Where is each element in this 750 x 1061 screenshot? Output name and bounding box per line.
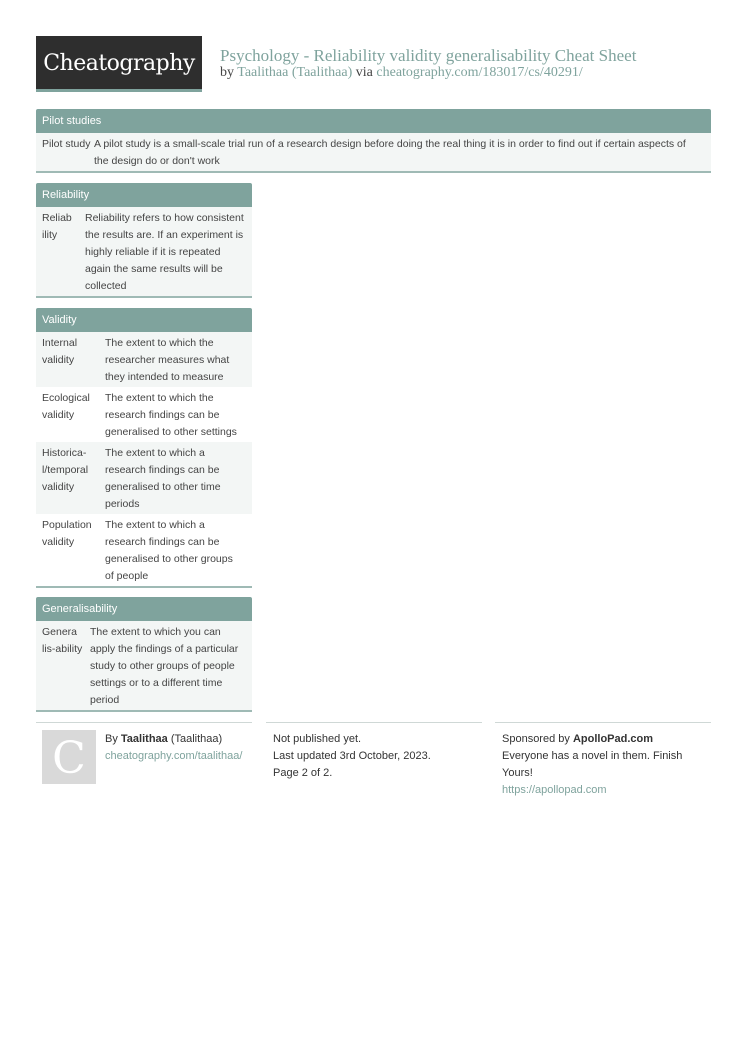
section-heading: Pilot studies: [36, 109, 711, 133]
section-reliability: [36, 183, 252, 298]
footer-author-name[interactable]: Taalithaa: [120, 733, 168, 745]
row-term: Pilot study: [42, 138, 91, 150]
section-heading: Reliability: [36, 183, 252, 207]
row-definition: The extent to which the research findings can be generalised to other settings: [105, 392, 237, 438]
table-row: [36, 207, 252, 296]
footer-divider: [36, 722, 252, 723]
row-term: Historica-l/temporal validity: [42, 447, 89, 493]
footer-sponsor-tagline: Everyone has a novel in them. Finish Yours!: [502, 750, 683, 779]
row-term: Genera lis-ability: [42, 626, 83, 655]
footer-sponsor-url[interactable]: https://apollopad.com: [502, 784, 607, 796]
footer-by: By: [105, 733, 118, 745]
row-term: Population validity: [42, 519, 92, 548]
footer-author-url[interactable]: cheatography.com/taalithaa/: [105, 750, 243, 762]
footer-sponsor-line: [502, 731, 691, 748]
cheatography-logo[interactable]: [36, 36, 202, 92]
byline-via: via: [355, 65, 373, 80]
section-heading: Validity: [36, 308, 252, 332]
table-row: [36, 514, 252, 586]
footer-published: Not published yet.: [273, 733, 362, 745]
table-row: [36, 387, 252, 442]
section-pilot-studies: [36, 109, 711, 173]
footer-sponsor-name[interactable]: ApolloPad.com: [572, 733, 654, 745]
footer-author: [36, 722, 252, 765]
row-definition: Reliability refers to how consistent the results are. If an experiment is highly reliable if it is repeated again the same results will be collected: [85, 212, 244, 292]
row-term: Reliab ility: [42, 212, 72, 241]
footer-page: Page 2 of 2.: [273, 767, 333, 779]
author-link[interactable]: Taalithaa (Taalithaa): [237, 65, 353, 80]
table-row: [36, 332, 252, 387]
footer-divider: [495, 722, 711, 723]
row-definition: The extent to which the researcher measures what they intended to measure: [105, 337, 230, 383]
logo-text: Cheatography: [43, 51, 195, 76]
row-definition: The extent to which a research findings can be generalised to other time periods: [105, 447, 221, 510]
section-generalisability: [36, 597, 252, 712]
footer-sponsor: [495, 722, 711, 799]
footer-author-line: [105, 731, 252, 748]
footer-author-handle: (Taalithaa): [170, 733, 223, 745]
footer-divider: [266, 722, 482, 723]
section-validity: [36, 308, 252, 588]
row-definition: The extent to which a research findings can be generalised to other groups of people: [105, 519, 233, 582]
row-definition: The extent to which you can apply the findings of a particular study to other groups of people settings or to a different time period: [90, 626, 239, 706]
footer-sponsored-by: Sponsored by: [502, 733, 570, 745]
table-row: [36, 442, 252, 514]
byline-by: by: [220, 65, 234, 80]
byline: [220, 65, 583, 81]
table-row: [36, 133, 711, 171]
footer-meta: [266, 722, 482, 782]
table-row: [36, 621, 252, 710]
page-title: Psychology - Reliability validity generalisability Cheat Sheet: [220, 46, 637, 65]
row-term: Ecological validity: [42, 392, 90, 421]
row-term: Internal validity: [42, 337, 78, 366]
avatar-letter: C: [52, 733, 86, 784]
row-definition: A pilot study is a small-scale trial run of a research design before doing the real thing it is in order to find out if certain aspects of the design do or don't work: [94, 138, 686, 167]
footer-updated: Last updated 3rd October, 2023.: [273, 750, 431, 762]
section-heading: Generalisability: [36, 597, 252, 621]
sheet-url-link[interactable]: cheatography.com/183017/cs/40291/: [376, 65, 583, 80]
